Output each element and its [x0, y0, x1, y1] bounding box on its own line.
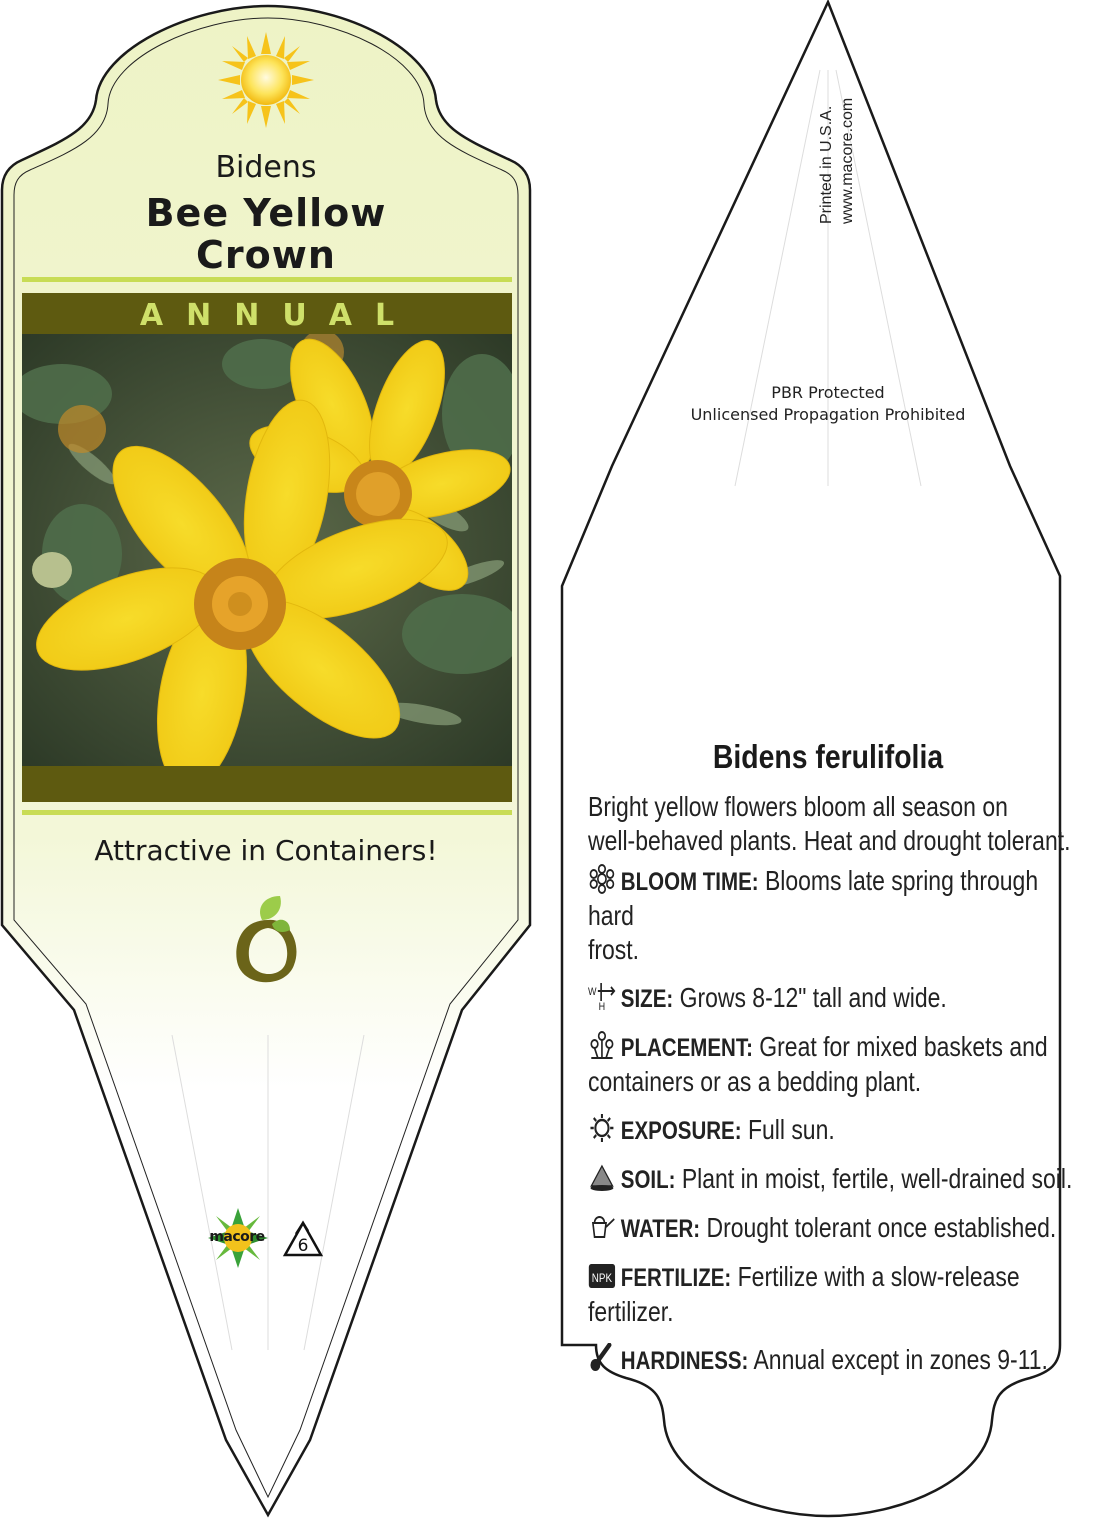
description: [588, 790, 1080, 858]
sun-icon: [588, 1113, 616, 1141]
care-size: [588, 981, 1080, 1016]
care-text: Fertilize with a slow-release: [737, 1261, 1020, 1292]
botanical-name: Bidens ferulifolia: [712, 738, 944, 775]
genus-name: Bidens: [215, 150, 317, 185]
pbr-notice: [660, 382, 996, 426]
care-label: SIZE:: [620, 985, 674, 1013]
care-bloom-time: [588, 864, 1080, 967]
divider-line: [22, 277, 512, 282]
npk-icon: [588, 1260, 616, 1288]
soil-icon: [588, 1162, 616, 1190]
variety-line-2: Crown: [196, 233, 336, 277]
thermometer-icon: [588, 1343, 616, 1371]
swirl-logo-icon: [228, 890, 308, 990]
variety-line-1: Bee Yellow: [145, 191, 387, 235]
svg-text:H: H: [598, 1001, 606, 1011]
care-text: containers or as a bedding plant.: [588, 1066, 922, 1097]
placement-icon: [588, 1030, 616, 1058]
care-text: Great for mixed baskets and: [759, 1031, 1048, 1062]
care-text: fertilizer.: [588, 1296, 674, 1327]
care-label: WATER:: [620, 1215, 701, 1243]
care-exposure: [588, 1113, 1080, 1148]
care-text: Grows 8-12" tall and wide.: [679, 982, 947, 1013]
print-info: [818, 66, 856, 226]
care-info: [588, 790, 1088, 1392]
size-icon: [588, 981, 616, 1009]
photo-bottom-band: [22, 766, 512, 802]
care-placement: [588, 1030, 1080, 1099]
care-text: Drought tolerant once established.: [706, 1212, 1057, 1243]
printed-in: Printed in U.S.A.: [818, 105, 835, 224]
pbr-line-1: PBR Protected: [771, 383, 885, 402]
care-text: Blooms late spring through hard: [588, 865, 1039, 931]
description-line: Bright yellow flowers bloom all season on: [588, 791, 1008, 822]
flower-photo: [22, 334, 512, 766]
sun-icon: [216, 30, 316, 130]
plant-type: ANNUAL: [139, 298, 418, 333]
tagline: Attractive in Containers!: [94, 834, 438, 867]
care-soil: [588, 1162, 1080, 1197]
care-label: BLOOM TIME:: [620, 868, 759, 896]
website: www.macore.com: [839, 97, 856, 224]
divider-line: [22, 810, 512, 815]
care-label: SOIL:: [620, 1166, 676, 1194]
care-label: FERTILIZE:: [620, 1264, 732, 1292]
care-fertilize: [588, 1260, 1080, 1329]
variety-name: [0, 192, 532, 276]
recycle-code: 6: [297, 1236, 309, 1256]
care-label: PLACEMENT:: [620, 1034, 753, 1062]
care-label: EXPOSURE:: [620, 1117, 742, 1145]
care-water: [588, 1211, 1080, 1246]
care-text: Plant in moist, fertile, well-drained soil.: [681, 1163, 1073, 1194]
pbr-line-2: Unlicensed Propagation Prohibited: [690, 405, 966, 424]
brand-name: macore: [209, 1229, 265, 1245]
description-line: well-behaved plants. Heat and drought tolerant.: [588, 825, 1071, 856]
svg-text:NPK: NPK: [591, 1272, 613, 1286]
care-text: Full sun.: [747, 1114, 835, 1145]
care-text: Annual except in zones 9-11.: [753, 1344, 1048, 1375]
care-hardiness: [588, 1343, 1080, 1378]
care-label: HARDINESS:: [620, 1347, 749, 1375]
flower-icon: [588, 864, 616, 892]
care-text: frost.: [588, 934, 640, 965]
svg-text:W: W: [588, 986, 597, 999]
watering-can-icon: [588, 1211, 616, 1239]
